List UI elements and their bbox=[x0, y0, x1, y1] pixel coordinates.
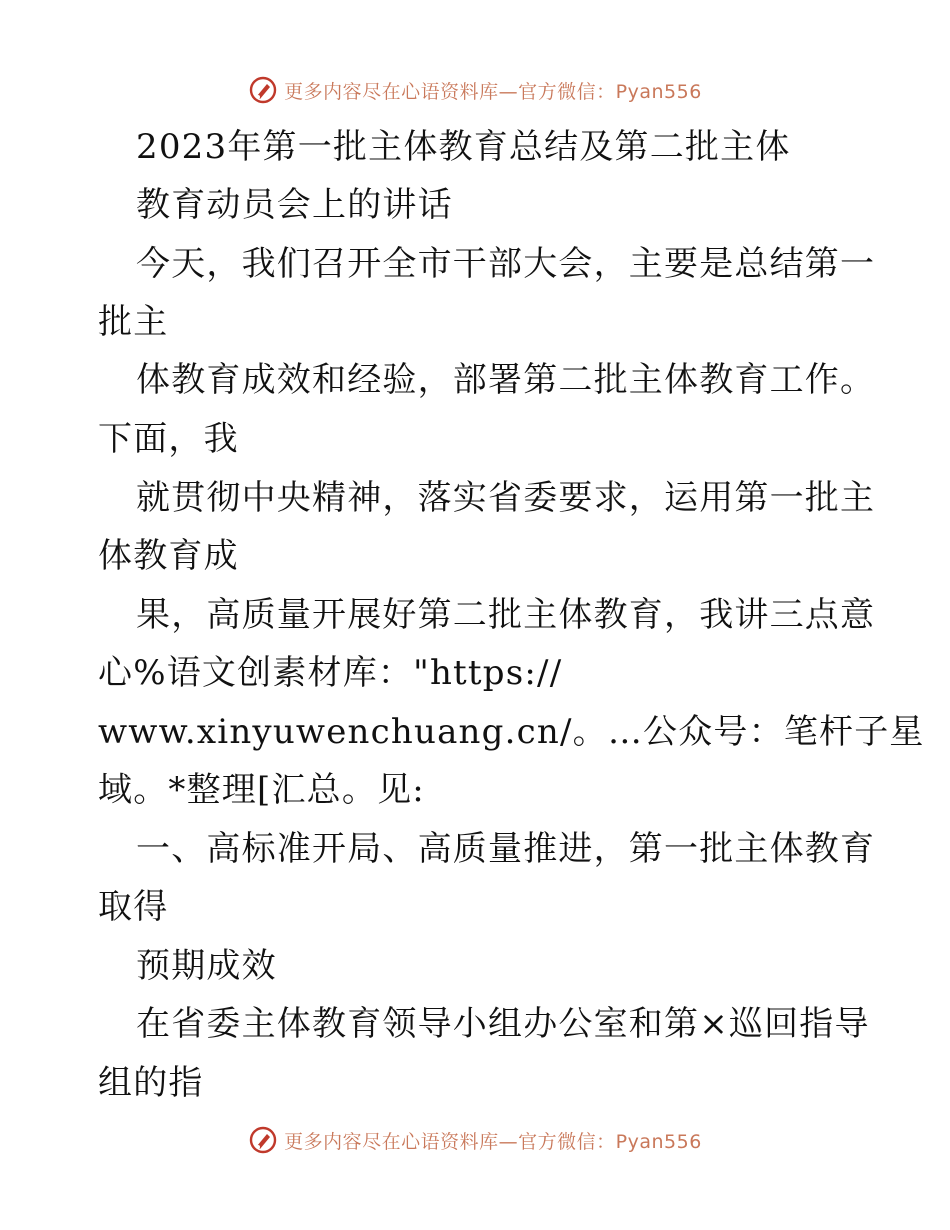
paragraph-line: www.xinyuwenchuang.cn/。…公众号：笔杆子星 bbox=[98, 712, 925, 752]
paragraph-line: 批主 bbox=[98, 302, 169, 342]
paragraph-line: 今天，我们召开全市干部大会，主要是总结第一 bbox=[136, 244, 876, 284]
paragraph-line: 在省委主体教育领导小组办公室和第×巡回指导 bbox=[136, 1004, 870, 1044]
section-heading-line: 一、高标准开局、高质量推进，第一批主体教育 bbox=[136, 829, 876, 869]
document-title-line-2: 教育动员会上的讲话 bbox=[136, 185, 453, 225]
paragraph-line: 下面，我 bbox=[98, 419, 239, 459]
pen-circle-logo-icon bbox=[248, 1125, 278, 1155]
paragraph-line: 体教育成 bbox=[98, 536, 239, 576]
header-watermark-text: 更多内容尽在心语资料库—官方微信：Pyan556 bbox=[284, 80, 702, 103]
paragraph-line: 体教育成效和经验，部署第二批主体教育工作。 bbox=[136, 360, 876, 400]
document-title-line-1: 2023年第一批主体教育总结及第二批主体 bbox=[136, 127, 791, 167]
footer-watermark-text: 更多内容尽在心语资料库—官方微信：Pyan556 bbox=[284, 1130, 702, 1153]
paragraph-line: 域。*整理[汇总。见: bbox=[98, 770, 425, 810]
paragraph-line: 心%语文创素材库："https:// bbox=[98, 653, 563, 693]
paragraph-line: 组的指 bbox=[98, 1063, 204, 1103]
section-heading-line: 预期成效 bbox=[136, 946, 277, 986]
paragraph-line: 果，高质量开展好第二批主体教育，我讲三点意 bbox=[136, 595, 876, 635]
section-heading-line: 取得 bbox=[98, 887, 169, 927]
paragraph-line: 就贯彻中央精神，落实省委要求，运用第一批主 bbox=[136, 478, 876, 518]
footer-watermark bbox=[0, 1120, 950, 1160]
